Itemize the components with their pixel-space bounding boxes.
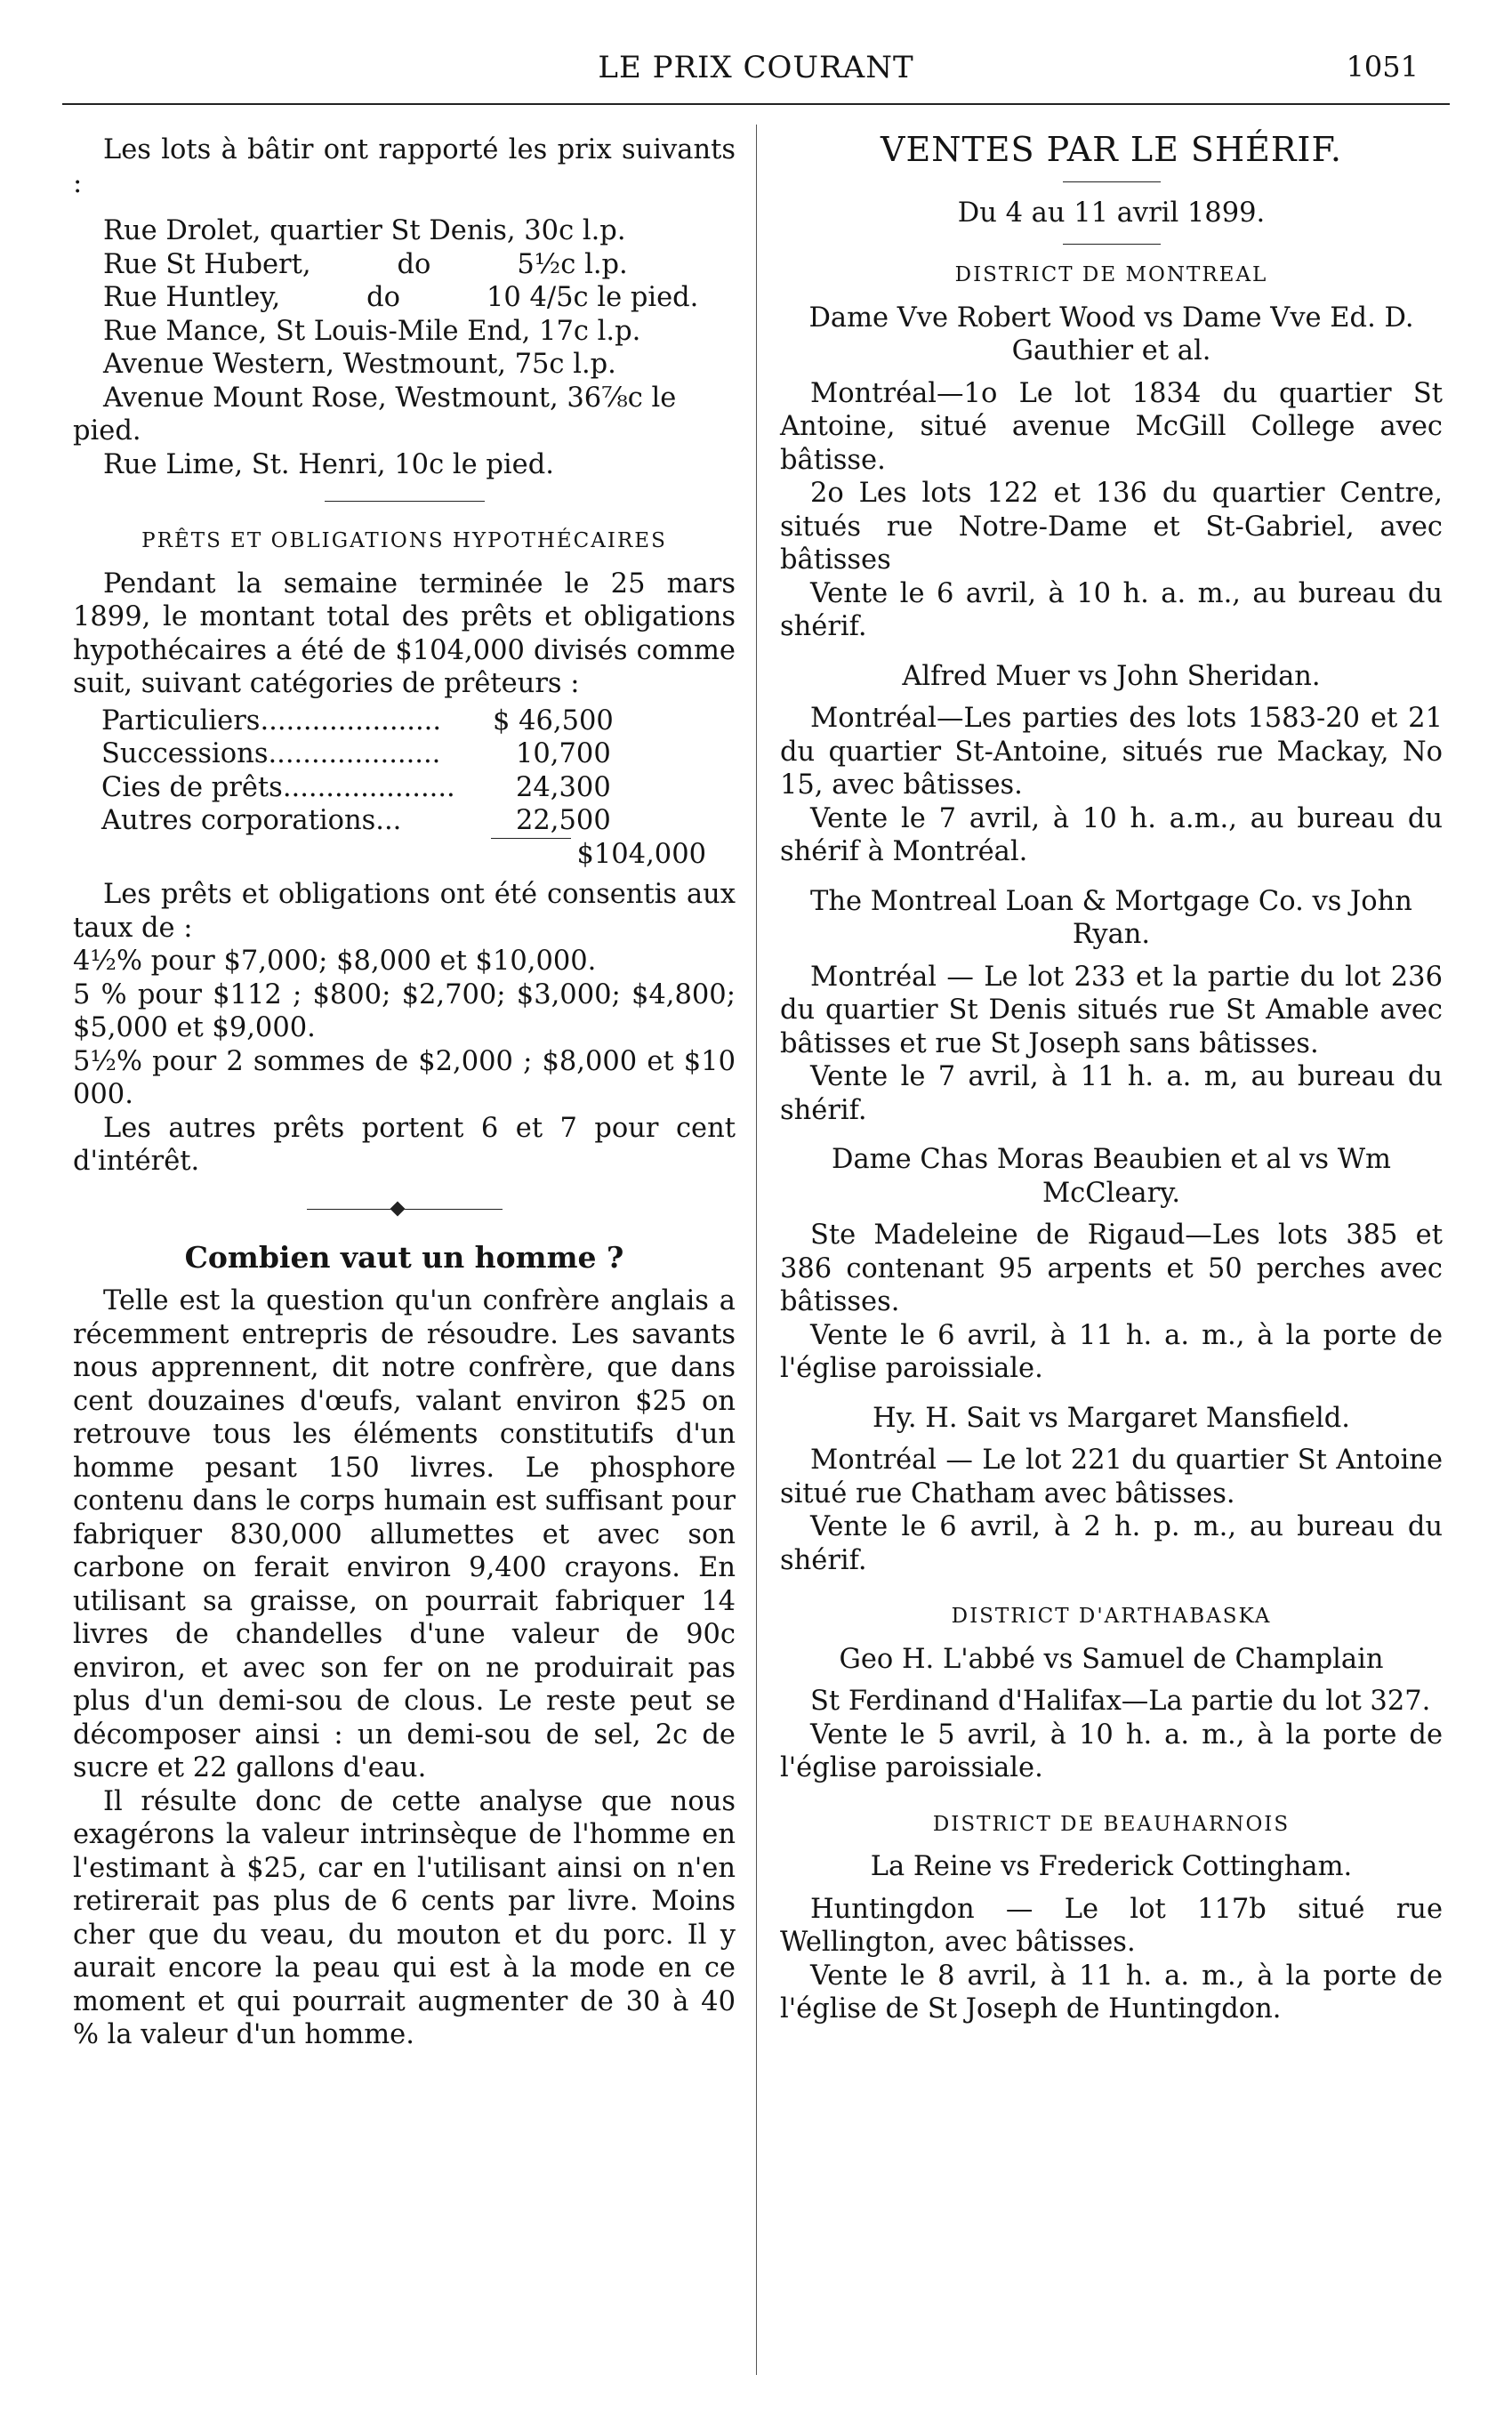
case-title: Geo H. L'abbé vs Samuel de Champlain — [839, 1643, 1384, 1675]
section-title: VENTES PAR LE SHÉRIF. — [881, 130, 1342, 169]
article-paragraph: Il résulte donc de cette analyse que nous exagérons la valeur intrinsèque de l'homme en l'estimant à $25, car en l'utilisant ainsi on n'en retirerait pas plus de 6 cents par livre. Moins cher que du veau, du mouton et du porc. Il y aurait encore la peau qui est à la mode en ce moment et qui pourrait augmenter de 30 à 40 % la valeur d'un homme. — [73, 1785, 736, 2050]
article-paragraph: Telle est la question qu'un confrère anglais a récemment entrepris de résoudre. Les savants nous apprennent, dit notre confrère, que dans cent douzaines d'œufs, valant environ $25 on retrouve tous les éléments constitutifs d'un homme pesant 150 livres. Le phosphore contenu dans le corps humain est suffisant pour fabriquer 830,000 allumettes et avec son carbone on ferait environ 9,400 crayons. En utilisant sa graisse, on pourrait fabriquer 14 livres de chandelles d'une valeur de 90c environ, et avec son fer on ne produirait pas plus d'un demi-sou de clous. Le reste peut se décomposer ainsi : un demi-sou de sel, 2c de sucre et 22 gallons d'eau. — [73, 1285, 736, 1783]
page-number: 1051 — [1346, 50, 1419, 84]
case-text: Vente le 7 avril, à 10 h. a.m., au bureau du shérif à Montréal. — [780, 802, 1443, 867]
loan-category: Cies de prêts.................... — [101, 771, 455, 803]
case-text: Vente le 6 avril, à 11 h. a. m., à la porte de l'église paroissiale. — [780, 1319, 1443, 1384]
running-title: LE PRIX COURANT — [598, 50, 914, 85]
lot-line: Rue Drolet, quartier St Denis, 30c l.p. — [103, 215, 626, 246]
case-text: Ste Madeleine de Rigaud—Les lots 385 et 386 contenant 95 arpents et 50 perches avec bâtisses. — [780, 1220, 1443, 1317]
rates-outro: Les autres prêts portent 6 et 7 pour cent d'intérêt. — [73, 1112, 736, 1177]
loan-row — [101, 737, 706, 771]
ornament-rule — [307, 1203, 503, 1216]
header-rule — [62, 103, 1450, 105]
case-title: Dame Chas Moras Beaubien et al vs Wm McCleary. — [832, 1144, 1391, 1209]
lot-line: Rue Lime, St. Henri, 10c le pied. — [103, 448, 554, 480]
loans-table — [101, 704, 706, 872]
case-title: Hy. H. Sait vs Margaret Mansfield. — [873, 1402, 1350, 1434]
left-column — [73, 133, 736, 2052]
district-heading: DISTRICT D'ARTHABASKA — [951, 1605, 1272, 1628]
case-text: Huntingdon — Le lot 117b situé rue Wellington, avec bâtisses. — [780, 1893, 1443, 1958]
case-text: Montréal—Les parties des lots 1583-20 et 21 du quartier St-Antoine, situés rue Mackay, No 15, avec bâtisses. — [780, 703, 1443, 801]
rates-intro: Les prêts et obligations ont été consentis aux taux de : — [73, 879, 736, 944]
case-text: Vente le 6 avril, à 10 h. a. m., au bureau du shérif. — [780, 577, 1443, 642]
section-rule — [325, 501, 485, 502]
loan-amount: 22,500 — [516, 805, 611, 836]
right-column — [780, 130, 1443, 2026]
case-text: Vente le 7 avril, à 11 h. a. m, au bureau du shérif. — [780, 1061, 1443, 1126]
prets-intro: Pendant la semaine terminée le 25 mars 1899, le montant total des prêts et obligations hypothécaires a été de $104,000 divisés comme suit, suivant catégories de prêteurs : — [73, 568, 736, 699]
title-rule — [1063, 181, 1161, 182]
loan-row — [101, 771, 706, 805]
case-title: Alfred Muer vs John Sheridan. — [902, 660, 1321, 692]
rate-line: 5 % pour $112 ; $800; $2,700; $3,000; $4,800; $5,000 et $9,000. — [73, 978, 736, 1043]
case-text: Montréal—1o Le lot 1834 du quartier St Antoine, situé avenue McGill College avec bâtisse. — [780, 377, 1443, 476]
loans-total-row — [101, 838, 706, 872]
case-text: 2o Les lots 122 et 136 du quartier Centre, situés rue Notre-Dame et St-Gabriel, avec bâtisses — [780, 478, 1443, 576]
lot-line: Rue St Hubert, do 5½c l.p. — [103, 248, 628, 280]
loan-category: Successions.................... — [101, 738, 441, 769]
lot-line: Rue Huntley, do 10 4/5c le pied. — [103, 282, 699, 313]
lots-list — [73, 214, 736, 481]
date-rule — [1063, 244, 1161, 245]
page-header — [62, 44, 1450, 98]
loan-row — [101, 804, 706, 838]
case-text: Montréal — Le lot 221 du quartier St Antoine situé rue Chatham avec bâtisses. — [780, 1445, 1443, 1509]
case-text: Vente le 6 avril, à 2 h. p. m., au bureau du shérif. — [780, 1511, 1443, 1576]
rate-line: 4½% pour $7,000; $8,000 et $10,000. — [73, 946, 597, 977]
lots-intro: Les lots à bâtir ont rapporté les prix suivants : — [73, 134, 736, 199]
case-title: La Reine vs Frederick Cottingham. — [870, 1851, 1353, 1882]
case-text: Montréal — Le lot 233 et la partie du lot 236 du quartier St Denis situés rue St Amable avec bâtisses et rue St Joseph sans bâtisses. — [780, 961, 1443, 1059]
loan-amount: $ 46,500 — [493, 704, 614, 737]
loan-category: Autres corporations... — [101, 805, 402, 836]
lot-line: Avenue Mount Rose, Westmount, 36⅞c le pied. — [73, 382, 677, 447]
case-title: Dame Vve Robert Wood vs Dame Vve Ed. D. Gauthier et al. — [808, 302, 1414, 366]
article-title: Combien vaut un homme ? — [184, 1239, 624, 1275]
loan-amount: 24,300 — [516, 771, 611, 803]
prets-heading: PRÊTS ET OBLIGATIONS HYPOTHÉCAIRES — [141, 529, 667, 552]
district-heading: DISTRICT DE MONTREAL — [954, 263, 1268, 286]
loan-amount: 10,700 — [516, 738, 611, 769]
district-heading: DISTRICT DE BEAUHARNOIS — [932, 1812, 1291, 1836]
case-text: Vente le 5 avril, à 10 h. a. m., à la porte de l'église paroissiale. — [780, 1719, 1443, 1783]
loans-total: $104,000 — [576, 838, 706, 870]
loan-row — [101, 704, 706, 738]
lot-line: Rue Mance, St Louis-Mile End, 17c l.p. — [103, 315, 641, 347]
case-title: The Montreal Loan & Mortgage Co. vs John Ryan. — [810, 885, 1412, 950]
sales-date: Du 4 au 11 avril 1899. — [957, 197, 1266, 229]
rate-line: 5½% pour 2 sommes de $2,000 ; $8,000 et $10 000. — [73, 1045, 736, 1110]
diamond-icon — [390, 1201, 405, 1216]
lot-line: Avenue Western, Westmount, 75c l.p. — [103, 349, 616, 380]
loan-category: Particuliers..................... — [101, 704, 442, 737]
case-text: Vente le 8 avril, à 11 h. a. m., à la porte de l'église de St Joseph de Huntingdon. — [780, 1960, 1443, 2025]
column-divider — [756, 125, 757, 2375]
case-text: St Ferdinand d'Halifax—La partie du lot 327. — [810, 1686, 1431, 1717]
total-rule — [491, 838, 571, 872]
